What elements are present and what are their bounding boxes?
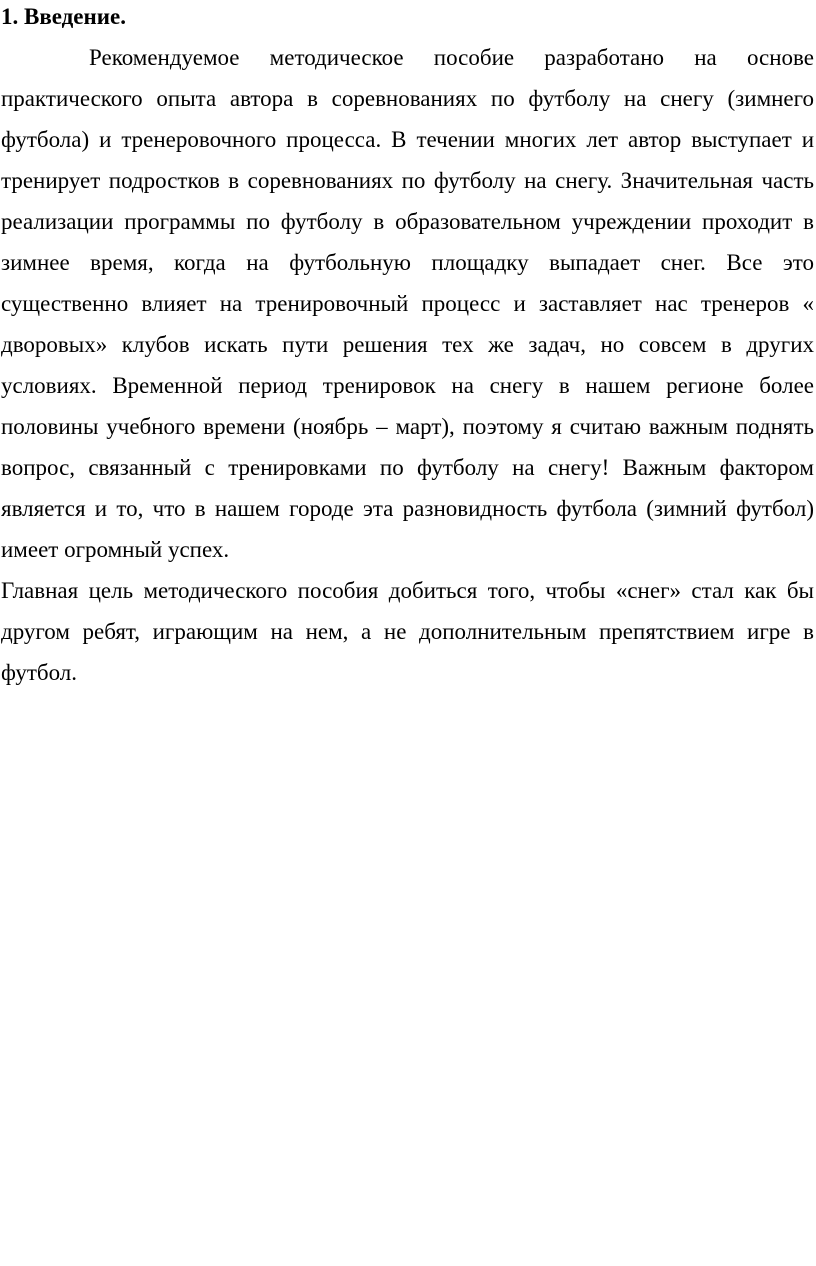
document-body bbox=[1, 37, 814, 693]
section-heading: 1. Введение. bbox=[1, 4, 126, 29]
paragraph-introduction: Рекомендуемое методическое пособие разработано на основе практического опыта автора в соревнованиях по футболу на снегу (зимнего футбола) и тренеровочного процесса. В течении многих лет автор выступает и тренирует подростков в соревнованиях по футболу на снегу. Значительная часть реализации программы по футболу в образовательном учреждении проходит в зимнее время, когда на футбольную площадку выпадает снег. Все это существенно влияет на тренировочный процесс и заставляет нас тренеров « дворовых» клубов искать пути решения тех же задач, но совсем в других условиях. Временной период тренировок на снегу в нашем регионе более половины учебного времени (ноябрь – март), поэтому я считаю важным поднять вопрос, связанный с тренировками по футболу на снегу! Важным фактором является и то, что в нашем городе эта разновидность футбола (зимний футбол) имеет огромный успех. bbox=[1, 45, 814, 562]
paragraph-main-goal: Главная цель методического пособия добиться того, чтобы «снег» стал как бы другом ребят, играющим на нем, а не дополнительным препятствием игре в футбол. bbox=[1, 578, 814, 685]
